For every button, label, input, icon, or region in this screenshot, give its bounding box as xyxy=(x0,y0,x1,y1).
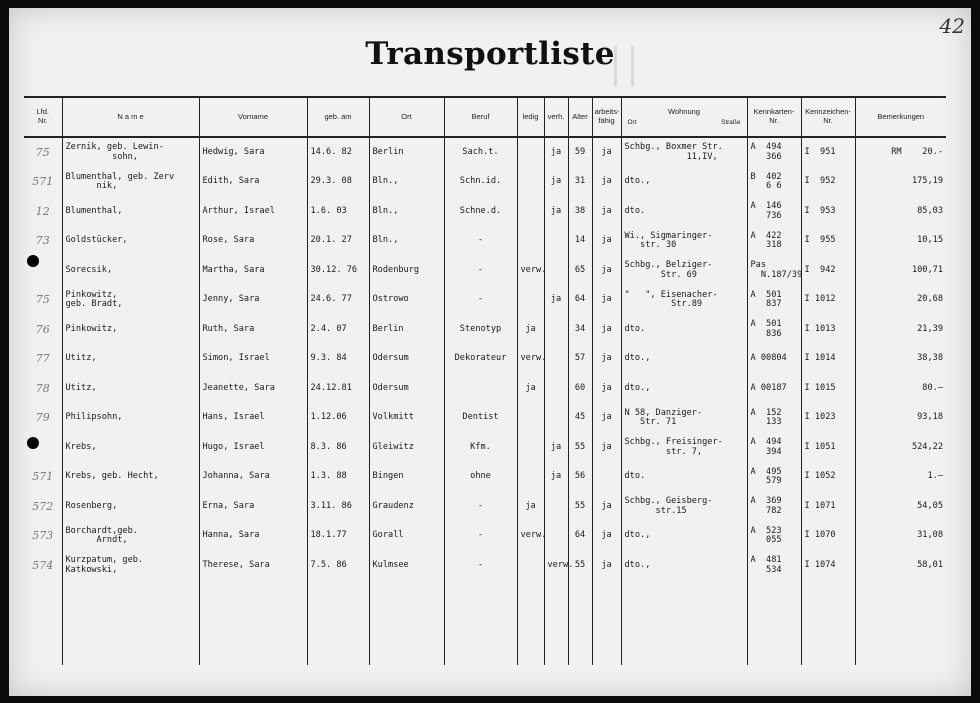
person-name: Blumenthal, geb. Zerv nik, xyxy=(62,168,199,198)
row-number: 75 xyxy=(35,145,50,159)
occupation: - xyxy=(444,522,517,552)
status-verh: ja xyxy=(544,286,568,316)
birth-date: 8.3. 86 xyxy=(307,433,369,463)
birth-place: Berlin xyxy=(369,137,444,168)
empty-row xyxy=(24,581,946,665)
person-vorname: Hans, Israel xyxy=(199,404,307,434)
remark: 38,38 xyxy=(855,345,946,375)
empty-cell xyxy=(544,581,568,665)
birth-place: Odersum xyxy=(369,374,444,404)
person-vorname: Ruth, Sara xyxy=(199,315,307,345)
empty-cell xyxy=(855,581,946,665)
birth-place: Bln., xyxy=(369,168,444,198)
birth-date: 20.1. 27 xyxy=(307,227,369,257)
col-ort: Ort xyxy=(369,97,444,137)
birth-date: 1.12.06 xyxy=(307,404,369,434)
person-name: Goldstücker, xyxy=(62,227,199,257)
empty-cell xyxy=(24,581,62,665)
empty-cell xyxy=(592,581,621,665)
remark: 80.— xyxy=(855,374,946,404)
person-name: Krebs, xyxy=(62,433,199,463)
wohnung-ort-label: Ort xyxy=(627,118,637,126)
address: dto. xyxy=(621,315,747,345)
arbeitsfaehig: ja xyxy=(592,256,621,286)
row-number: 572 xyxy=(32,499,54,513)
kennzeichen-nr: I 1070 xyxy=(801,522,855,552)
age: 55 xyxy=(568,551,592,581)
kennzeichen-nr: I 953 xyxy=(801,197,855,227)
age: 57 xyxy=(568,345,592,375)
birth-date: 2.4. 07 xyxy=(307,315,369,345)
kennzeichen-nr: I 1071 xyxy=(801,492,855,522)
arbeitsfaehig: ja xyxy=(592,227,621,257)
row-number: 79 xyxy=(35,411,50,425)
birth-place: Bingen xyxy=(369,463,444,493)
row-number: 76 xyxy=(35,322,50,336)
empty-cell xyxy=(307,581,369,665)
person-name: Utitz, xyxy=(62,374,199,404)
age: 34 xyxy=(568,315,592,345)
row-number: 77 xyxy=(35,352,50,366)
address: Schbg., Belziger- Str. 69 xyxy=(621,256,747,286)
birth-place: Bln., xyxy=(369,197,444,227)
stamp-mark xyxy=(614,46,634,86)
table-row xyxy=(24,227,946,257)
birth-date: 24.6. 77 xyxy=(307,286,369,316)
remark: 85,03 xyxy=(855,197,946,227)
status-verh: ja xyxy=(544,433,568,463)
occupation: - xyxy=(444,256,517,286)
col-geb-am: geb. am xyxy=(307,97,369,137)
kennzeichen-nr: I 1074 xyxy=(801,551,855,581)
occupation: - xyxy=(444,551,517,581)
person-vorname: Jeanette, Sara xyxy=(199,374,307,404)
wohnung-strasse-label: Straße xyxy=(720,118,741,126)
address: Schbg., Freisinger- str. 7, xyxy=(621,433,747,463)
kennkarten-nr: A 495 579 xyxy=(747,463,801,493)
kennzeichen-nr: I 1013 xyxy=(801,315,855,345)
status-ledig xyxy=(517,227,544,257)
person-name: Kurzpatum, geb. Katkowski, xyxy=(62,551,199,581)
kennkarten-nr: A 501 837 xyxy=(747,286,801,316)
person-vorname: Martha, Sara xyxy=(199,256,307,286)
table-row xyxy=(24,137,946,168)
status-ledig xyxy=(517,286,544,316)
table-row xyxy=(24,168,946,198)
person-name: Philipsohn, xyxy=(62,404,199,434)
occupation: Schne.d. xyxy=(444,197,517,227)
arbeitsfaehig: ja xyxy=(592,374,621,404)
col-arbeitsfaehig: arbeits- fähig xyxy=(592,97,621,137)
status-ledig: ja xyxy=(517,374,544,404)
occupation: - xyxy=(444,286,517,316)
wohnung-label: Wohnung xyxy=(668,106,700,116)
person-vorname: Edith, Sara xyxy=(199,168,307,198)
person-vorname: Rose, Sara xyxy=(199,227,307,257)
address: dto. xyxy=(621,463,747,493)
status-verh xyxy=(544,374,568,404)
row-number: 571 xyxy=(32,470,54,484)
age: 65 xyxy=(568,256,592,286)
arbeitsfaehig: ja xyxy=(592,522,621,552)
page-title: Transportliste xyxy=(365,36,615,72)
col-kennkarten: Kennkarten- Nr. xyxy=(747,97,801,137)
table-row xyxy=(24,551,946,581)
status-verh xyxy=(544,227,568,257)
row-number: 73 xyxy=(35,234,50,248)
kennzeichen-nr: I 1014 xyxy=(801,345,855,375)
status-verh: verw. xyxy=(544,551,568,581)
status-ledig: verw. xyxy=(517,256,544,286)
birth-date: 14.6. 82 xyxy=(307,137,369,168)
age: 59 xyxy=(568,137,592,168)
status-ledig: ja xyxy=(517,492,544,522)
table-row xyxy=(24,315,946,345)
page-number: 42 xyxy=(939,14,965,38)
remark: 20,68 xyxy=(855,286,946,316)
row-number: 75 xyxy=(35,293,50,307)
birth-date: 3.11. 86 xyxy=(307,492,369,522)
arbeitsfaehig: ja xyxy=(592,492,621,522)
kennkarten-nr: A 523 055 xyxy=(747,522,801,552)
person-name: Pinkowitz, geb. Bradt, xyxy=(62,286,199,316)
address: dto., xyxy=(621,345,747,375)
kennkarten-nr: B 402 6 6 xyxy=(747,168,801,198)
row-number: 571 xyxy=(32,175,54,189)
status-ledig xyxy=(517,197,544,227)
person-vorname: Hedwig, Sara xyxy=(199,137,307,168)
occupation: Kfm. xyxy=(444,433,517,463)
col-bemerkungen: Bemerkungen xyxy=(855,97,946,137)
address: Schbg., Boxmer Str. 11,IV, xyxy=(621,137,747,168)
kennkarten-nr: A 00804 xyxy=(747,345,801,375)
empty-cell xyxy=(568,581,592,665)
col-lfd-nr: Lfd. Nr. xyxy=(24,97,62,137)
status-verh: ja xyxy=(544,463,568,493)
birth-date: 29.3. 08 xyxy=(307,168,369,198)
person-vorname: Johanna, Sara xyxy=(199,463,307,493)
occupation: Dekorateur xyxy=(444,345,517,375)
remark: 100,71 xyxy=(855,256,946,286)
kennkarten-nr: A 501 836 xyxy=(747,315,801,345)
birth-date: 7.5. 86 xyxy=(307,551,369,581)
status-verh: ja xyxy=(544,197,568,227)
table-row xyxy=(24,197,946,227)
row-number: 574 xyxy=(32,558,54,572)
kennkarten-nr: A 494 394 xyxy=(747,433,801,463)
empty-cell xyxy=(62,581,199,665)
age: 14 xyxy=(568,227,592,257)
remark: 54,05 xyxy=(855,492,946,522)
person-name: Rosenberg, xyxy=(62,492,199,522)
arbeitsfaehig: ja xyxy=(592,197,621,227)
col-alter: Alter xyxy=(568,97,592,137)
status-verh xyxy=(544,345,568,375)
status-verh: ja xyxy=(544,137,568,168)
row-number xyxy=(24,433,62,463)
kennzeichen-nr: I 1023 xyxy=(801,404,855,434)
address: dto., xyxy=(621,551,747,581)
status-verh xyxy=(544,404,568,434)
remark: 524,22 xyxy=(855,433,946,463)
table-header-row xyxy=(24,97,946,137)
person-vorname: Jenny, Sara xyxy=(199,286,307,316)
arbeitsfaehig: ja xyxy=(592,286,621,316)
kennzeichen-nr: I 1051 xyxy=(801,433,855,463)
kennkarten-nr: Pas N.187/39 xyxy=(747,256,801,286)
remark: 21,39 xyxy=(855,315,946,345)
age: 64 xyxy=(568,286,592,316)
birth-date: 18.1.77 xyxy=(307,522,369,552)
kennzeichen-nr: I 955 xyxy=(801,227,855,257)
kennkarten-nr: A 00187 xyxy=(747,374,801,404)
person-vorname: Hanna, Sara xyxy=(199,522,307,552)
birth-place: Gleiwitz xyxy=(369,433,444,463)
col-ledig: ledig xyxy=(517,97,544,137)
birth-place: Kulmsee xyxy=(369,551,444,581)
kennkarten-nr: A 152 133 xyxy=(747,404,801,434)
table-row xyxy=(24,256,946,286)
empty-cell xyxy=(801,581,855,665)
address: dto., xyxy=(621,374,747,404)
row-number: 12 xyxy=(35,204,50,218)
empty-cell xyxy=(747,581,801,665)
occupation: ohne xyxy=(444,463,517,493)
table-row xyxy=(24,374,946,404)
transport-table xyxy=(24,96,946,665)
person-name: Borchardt,geb. Arndt, xyxy=(62,522,199,552)
occupation: - xyxy=(444,227,517,257)
age: 60 xyxy=(568,374,592,404)
kennzeichen-nr: I 942 xyxy=(801,256,855,286)
person-vorname: Erna, Sara xyxy=(199,492,307,522)
birth-place: Berlin xyxy=(369,315,444,345)
col-verh: verh. xyxy=(544,97,568,137)
status-verh xyxy=(544,492,568,522)
col-beruf: Beruf xyxy=(444,97,517,137)
arbeitsfaehig: ja xyxy=(592,433,621,463)
kennzeichen-nr: I 951 xyxy=(801,137,855,168)
remark: 31,08 xyxy=(855,522,946,552)
kennkarten-nr: A 146 736 xyxy=(747,197,801,227)
occupation: Stenotyp xyxy=(444,315,517,345)
person-name: Zernik, geb. Lewin- sohn, xyxy=(62,137,199,168)
occupation: Sach.t. xyxy=(444,137,517,168)
arbeitsfaehig: ja xyxy=(592,345,621,375)
table-row xyxy=(24,433,946,463)
age: 64 xyxy=(568,522,592,552)
remark: 1.— xyxy=(855,463,946,493)
age: 38 xyxy=(568,197,592,227)
arbeitsfaehig: ja xyxy=(592,315,621,345)
occupation: Schn.id. xyxy=(444,168,517,198)
kennzeichen-nr: I 952 xyxy=(801,168,855,198)
birth-place: Rodenburg xyxy=(369,256,444,286)
kennkarten-nr: A 481 534 xyxy=(747,551,801,581)
status-ledig xyxy=(517,463,544,493)
address: N 58, Danziger- Str. 71 xyxy=(621,404,747,434)
status-verh xyxy=(544,522,568,552)
kennkarten-nr: A 494 366 xyxy=(747,137,801,168)
remark: RM 20.- xyxy=(855,137,946,168)
status-verh xyxy=(544,315,568,345)
arbeitsfaehig xyxy=(592,463,621,493)
birth-date: 24.12.81 xyxy=(307,374,369,404)
age: 55 xyxy=(568,492,592,522)
remark: 93,18 xyxy=(855,404,946,434)
address: dto. xyxy=(621,197,747,227)
row-number: 78 xyxy=(35,381,50,395)
birth-date: 1.6. 03 xyxy=(307,197,369,227)
col-kennzeichen: Kennzeichen- Nr. xyxy=(801,97,855,137)
arbeitsfaehig: ja xyxy=(592,137,621,168)
birth-place: Odersum xyxy=(369,345,444,375)
kennzeichen-nr: I 1015 xyxy=(801,374,855,404)
person-name: Blumenthal, xyxy=(62,197,199,227)
age: 55 xyxy=(568,433,592,463)
birth-place: Graudenz xyxy=(369,492,444,522)
empty-cell xyxy=(199,581,307,665)
empty-cell xyxy=(444,581,517,665)
kennkarten-nr: A 369 782 xyxy=(747,492,801,522)
remark: 10,15 xyxy=(855,227,946,257)
table-row xyxy=(24,492,946,522)
status-verh xyxy=(544,256,568,286)
address: Wi., Sigmaringer- str. 30 xyxy=(621,227,747,257)
status-ledig xyxy=(517,551,544,581)
status-verh: ja xyxy=(544,168,568,198)
kennzeichen-nr: I 1052 xyxy=(801,463,855,493)
person-vorname: Therese, Sara xyxy=(199,551,307,581)
remark: 175,19 xyxy=(855,168,946,198)
row-number xyxy=(24,256,62,286)
col-name: N a m e xyxy=(62,97,199,137)
birth-place: Volkmitt xyxy=(369,404,444,434)
person-name: Krebs, geb. Hecht, xyxy=(62,463,199,493)
empty-cell xyxy=(369,581,444,665)
person-name: Utitz, xyxy=(62,345,199,375)
birth-place: Gorall xyxy=(369,522,444,552)
status-ledig: verw. xyxy=(517,345,544,375)
status-ledig: verw. xyxy=(517,522,544,552)
birth-date: 9.3. 84 xyxy=(307,345,369,375)
status-ledig: ja xyxy=(517,315,544,345)
address: dto., xyxy=(621,168,747,198)
age: 56 xyxy=(568,463,592,493)
kennkarten-nr: A 422 318 xyxy=(747,227,801,257)
occupation xyxy=(444,374,517,404)
age: 31 xyxy=(568,168,592,198)
status-ledig xyxy=(517,433,544,463)
occupation: Dentist xyxy=(444,404,517,434)
table-row xyxy=(24,522,946,552)
kennzeichen-nr: I 1012 xyxy=(801,286,855,316)
person-vorname: Hugo, Israel xyxy=(199,433,307,463)
person-vorname: Simon, Israel xyxy=(199,345,307,375)
status-ledig xyxy=(517,137,544,168)
address: dto., xyxy=(621,522,747,552)
table-row xyxy=(24,404,946,434)
empty-cell xyxy=(621,581,747,665)
person-name: Pinkowitz, xyxy=(62,315,199,345)
table-row xyxy=(24,463,946,493)
occupation: - xyxy=(444,492,517,522)
status-ledig xyxy=(517,168,544,198)
col-vorname: Vorname xyxy=(199,97,307,137)
table-row xyxy=(24,286,946,316)
address: Schbg., Geisberg- str.15 xyxy=(621,492,747,522)
status-ledig xyxy=(517,404,544,434)
remark: 58,01 xyxy=(855,551,946,581)
arbeitsfaehig: ja xyxy=(592,404,621,434)
person-name: Sorecsik, xyxy=(62,256,199,286)
table-row xyxy=(24,345,946,375)
birth-date: 30.12. 76 xyxy=(307,256,369,286)
birth-place: Ostrowo xyxy=(369,286,444,316)
col-wohnung xyxy=(621,97,747,137)
person-vorname: Arthur, Israel xyxy=(199,197,307,227)
row-number: 573 xyxy=(32,529,54,543)
arbeitsfaehig: ja xyxy=(592,551,621,581)
birth-date: 1.3. 88 xyxy=(307,463,369,493)
empty-cell xyxy=(517,581,544,665)
birth-place: Bln., xyxy=(369,227,444,257)
address: " ", Eisenacher- Str.89 xyxy=(621,286,747,316)
arbeitsfaehig: ja xyxy=(592,168,621,198)
age: 45 xyxy=(568,404,592,434)
